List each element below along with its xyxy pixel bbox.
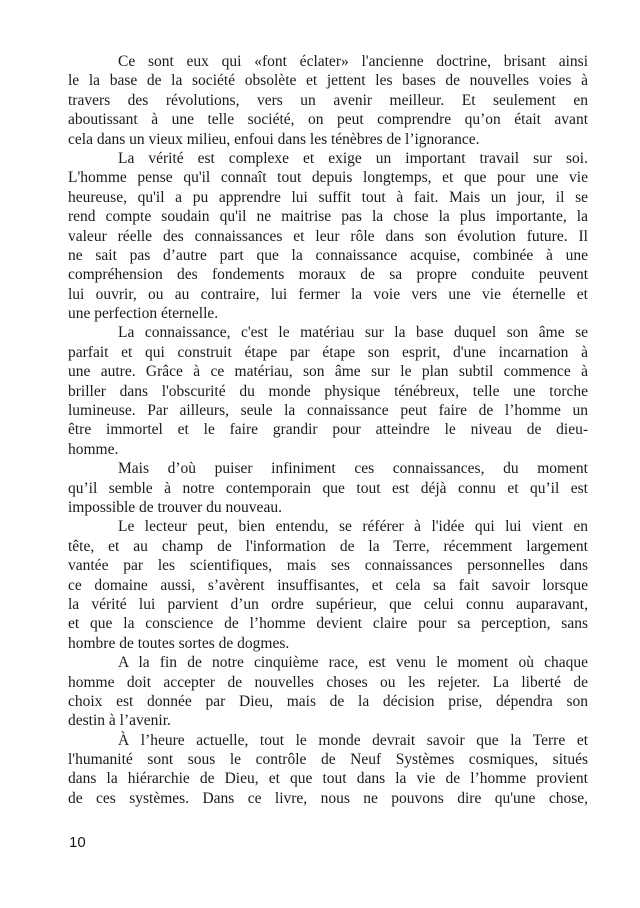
text-line: lumineuse. Par ailleurs, seule la connaissance peut faire de l’homme un: [68, 402, 588, 420]
paragraph: [68, 653, 588, 731]
text-line: L'homme pense qu'il connaît tout depuis longtemps, et que pour une vie: [68, 169, 588, 187]
text-line: vantée par les scientifiques, mais ses connaissances personnelles dans: [68, 557, 588, 575]
text-line: La connaissance, c'est le matériau sur la base duquel son âme se: [118, 324, 588, 342]
page-body: [68, 52, 588, 808]
text-line: valeur réelle des connaissances et leur rôle dans son évolution future. Il: [68, 227, 588, 245]
text-line: homme doit accepter de nouvelles choses ou les rejeter. La liberté de: [68, 673, 588, 691]
text-line: tête, et au champ de l'information de la Terre, récemment largement: [68, 537, 588, 555]
text-line: être immortel et le faire grandir pour atteindre le niveau de dieu-: [68, 421, 588, 439]
text-line: ne sait pas d’autre part que la connaissance acquise, combinée à une: [68, 246, 588, 264]
text-line: l'humanité sont sous le contrôle de Neuf Systèmes cosmiques, situés: [68, 751, 588, 769]
paragraph: [68, 459, 588, 517]
text-line: À l’heure actuelle, tout le monde devrait savoir que la Terre et: [118, 731, 588, 749]
text-line: dans la hiérarchie de Dieu, et que tout dans la vie de l’homme provient: [68, 770, 588, 788]
text-line: Le lecteur peut, bien entendu, se référer à l'idée qui lui vient en: [118, 518, 588, 536]
text-line: ce domaine aussi, s’avèrent insuffisantes, et cela sa fait savoir lorsque: [68, 576, 588, 594]
text-line: hombre de toutes sortes de dogmes.: [68, 634, 290, 652]
text-line: A la fin de notre cinquième race, est venu le moment où chaque: [118, 654, 588, 672]
text-line: la vérité lui parvient d’un ordre supérieur, que celui connu auparavant,: [68, 595, 588, 613]
text-line: cela dans un vieux milieu, enfoui dans les ténèbres de l’ignorance.: [68, 130, 480, 148]
text-line: briller dans l'obscurité du monde physique ténébreux, telle une torche: [68, 382, 588, 400]
text-line: destin à l’avenir.: [68, 712, 171, 730]
text-line: rend compte soudain qu'il ne maitrise pas la chose la plus importante, la: [68, 208, 588, 226]
paragraph: [68, 149, 588, 324]
text-line: homme.: [68, 440, 119, 458]
page-number: 10: [69, 834, 86, 851]
text-line: qu’il semble à notre contemporain que tout est déjà connu et qu’il est: [68, 479, 588, 497]
text-line: et que la conscience de l’homme devient claire pour sa perception, sans: [68, 615, 588, 633]
text-line: choix est donnée par Dieu, mais de la décision prise, dépendra son: [68, 692, 588, 710]
text-line: une autre. Grâce à ce matériau, son âme sur le plan subtil commence à: [68, 363, 588, 381]
text-line: aboutissant à une telle société, on peut comprendre qu’on était avant: [68, 111, 588, 129]
text-line: heureuse, qu'il a pu apprendre lui suffit tout à fait. Mais un jour, il se: [68, 188, 588, 206]
text-line: compréhension des fondements moraux de sa propre conduite peuvent: [68, 266, 588, 284]
paragraph: [68, 517, 588, 653]
text-line: parfait et qui construit étape par étape son esprit, d'une incarnation à: [68, 343, 588, 361]
paragraph: [68, 52, 588, 149]
text-line: Ce sont eux qui «font éclater» l'ancienne doctrine, brisant ainsi: [118, 53, 588, 70]
text-line: La vérité est complexe et exige un important travail sur soi.: [118, 149, 588, 167]
text-line: travers des révolutions, vers un avenir meilleur. Et seulement en: [68, 91, 588, 109]
text-line: de ces systèmes. Dans ce livre, nous ne pouvons dire qu'une chose,: [68, 789, 588, 807]
paragraph: [68, 731, 588, 809]
paragraph: [68, 323, 588, 459]
text-line: Mais d’où puiser infiniment ces connaissances, du moment: [118, 460, 588, 478]
text-line: une perfection éternelle.: [68, 305, 219, 323]
text-line: impossible de trouver du nouveau.: [68, 498, 282, 516]
text-line: le la base de la société obsolète et jettent les bases de nouvelles voies à: [68, 72, 588, 90]
text-line: lui ouvrir, ou au contraire, lui fermer la voie vers une vie éternelle et: [68, 285, 588, 303]
